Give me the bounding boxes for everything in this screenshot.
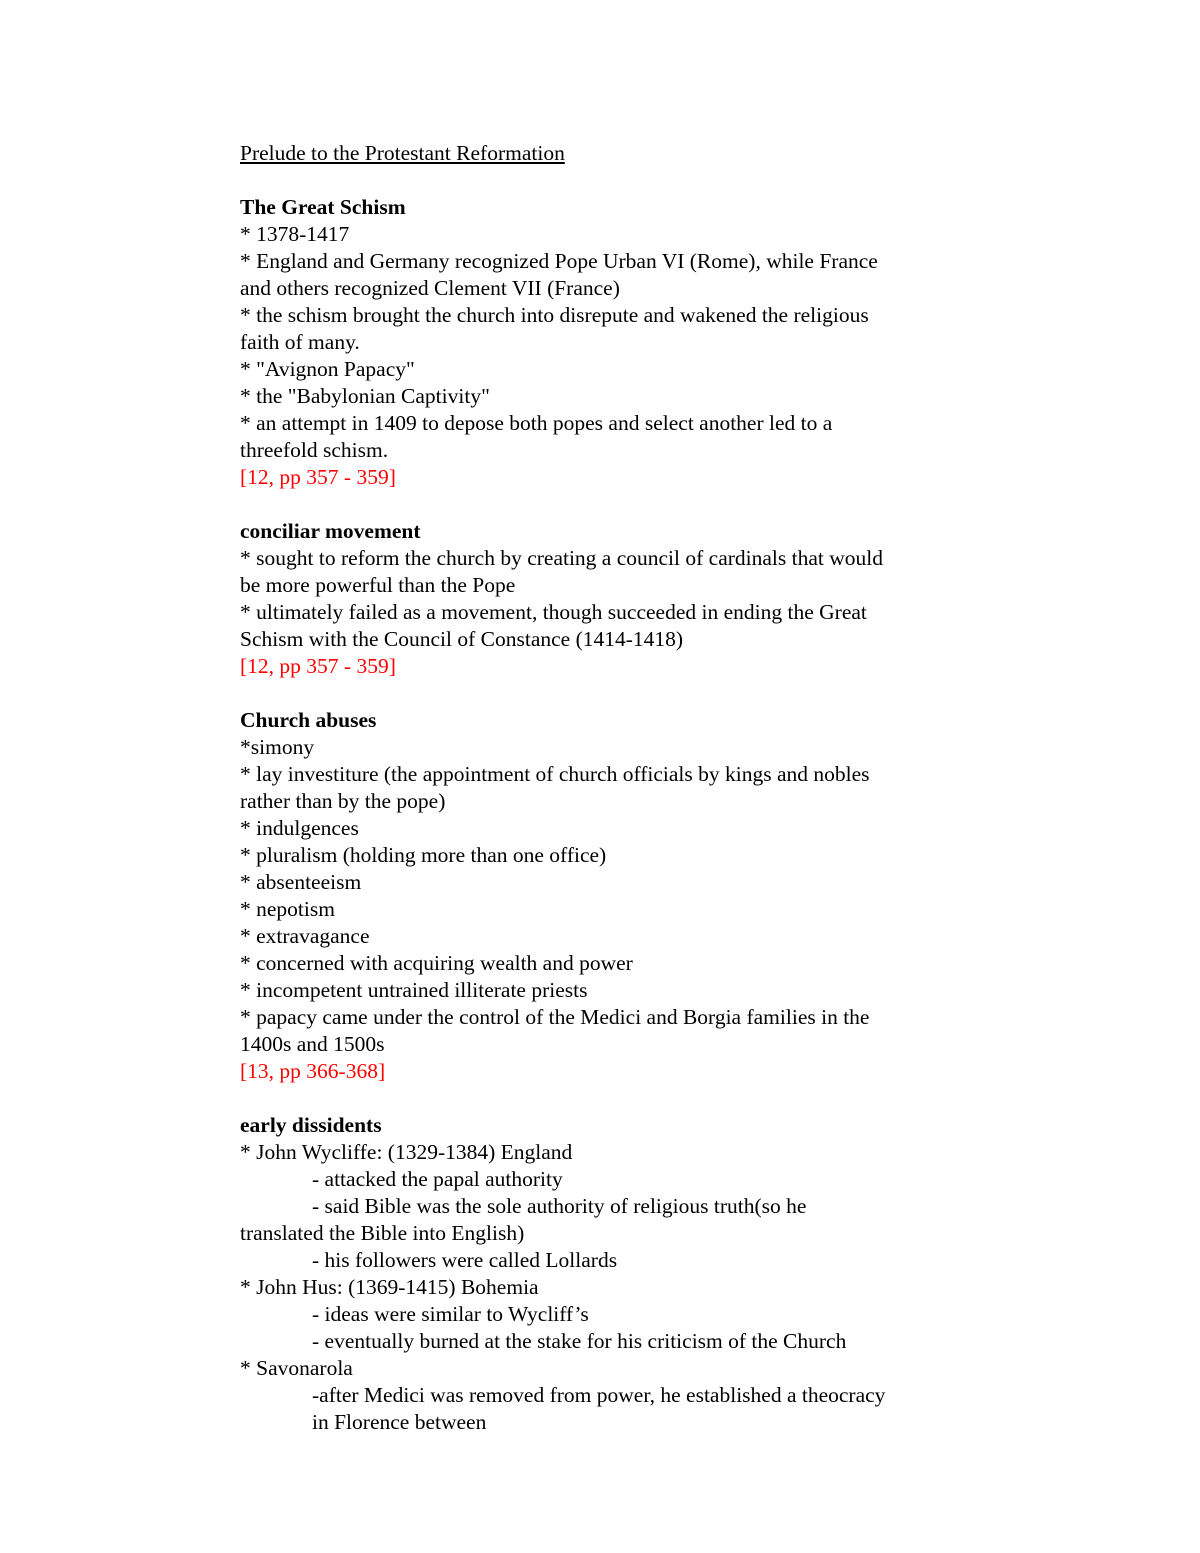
bullet-line: * sought to reform the church by creating a council of cardinals that would [240, 546, 884, 570]
bullet-line: and others recognized Clement VII (France) [240, 276, 620, 300]
bullet-line: * lay investiture (the appointment of church officials by kings and nobles [240, 762, 870, 786]
bullet-line: * an attempt in 1409 to depose both popes and select another led to a [240, 411, 833, 435]
sub-bullet-line: - attacked the papal authority [312, 1167, 563, 1191]
bullet-line: translated the Bible into English) [240, 1221, 525, 1245]
section-church-abuses [240, 707, 960, 1085]
bullet-line: threefold schism. [240, 438, 389, 462]
bullet-line: 1400s and 1500s [240, 1032, 385, 1056]
bullet-line: *simony [240, 735, 315, 759]
bullet-line: * incompetent untrained illiterate priests [240, 978, 588, 1002]
bullet-line: * 1378-1417 [240, 222, 350, 246]
bullet-line: * Savonarola [240, 1356, 353, 1380]
bullet-line: faith of many. [240, 330, 360, 354]
bullet-line: * papacy came under the control of the Medici and Borgia families in the [240, 1005, 870, 1029]
section-conciliar-movement [240, 518, 960, 680]
bullet-line: * John Hus: (1369-1415) Bohemia [240, 1275, 539, 1299]
source-reference: [12, pp 357 - 359] [240, 465, 396, 489]
spacer [240, 680, 960, 707]
section-heading: The Great Schism [240, 195, 406, 219]
source-reference: [12, pp 357 - 359] [240, 654, 396, 678]
sub-bullet-line: - eventually burned at the stake for his criticism of the Church [312, 1329, 847, 1353]
section-heading: Church abuses [240, 708, 377, 732]
sub-bullet-line: - said Bible was the sole authority of religious truth(so he [312, 1194, 807, 1218]
bullet-line: * pluralism (holding more than one office) [240, 843, 607, 867]
sub-bullet-line: - his followers were called Lollards [312, 1248, 618, 1272]
bullet-line: * concerned with acquiring wealth and power [240, 951, 633, 975]
bullet-line: * absenteeism [240, 870, 362, 894]
bullet-line: * John Wycliffe: (1329-1384) England [240, 1140, 573, 1164]
bullet-line: * the schism brought the church into disrepute and wakened the religious [240, 303, 869, 327]
bullet-line: * indulgences [240, 816, 359, 840]
source-reference: [13, pp 366-368] [240, 1059, 386, 1083]
document-page [240, 140, 960, 1436]
section-early-dissidents [240, 1112, 960, 1436]
spacer [240, 1085, 960, 1112]
spacer [240, 167, 960, 194]
bullet-line: * England and Germany recognized Pope Urban VI (Rome), while France [240, 249, 878, 273]
sub-bullet-line: - ideas were similar to Wycliff’s [312, 1302, 589, 1326]
bullet-line: Schism with the Council of Constance (1414-1418) [240, 627, 684, 651]
section-heading: early dissidents [240, 1113, 382, 1137]
bullet-line: * nepotism [240, 897, 335, 921]
section-heading: conciliar movement [240, 519, 421, 543]
document-title: Prelude to the Protestant Reformation [240, 141, 565, 165]
bullet-line: * extravagance [240, 924, 370, 948]
bullet-line: * "Avignon Papacy" [240, 357, 415, 381]
spacer [240, 491, 960, 518]
section-great-schism [240, 194, 960, 491]
sub-bullet-line: -after Medici was removed from power, he established a theocracy [312, 1383, 886, 1407]
bullet-line: rather than by the pope) [240, 789, 446, 813]
sub-bullet-line: in Florence between [312, 1410, 487, 1434]
bullet-line: * ultimately failed as a movement, though succeeded in ending the Great [240, 600, 867, 624]
bullet-line: be more powerful than the Pope [240, 573, 516, 597]
bullet-line: * the "Babylonian Captivity" [240, 384, 490, 408]
